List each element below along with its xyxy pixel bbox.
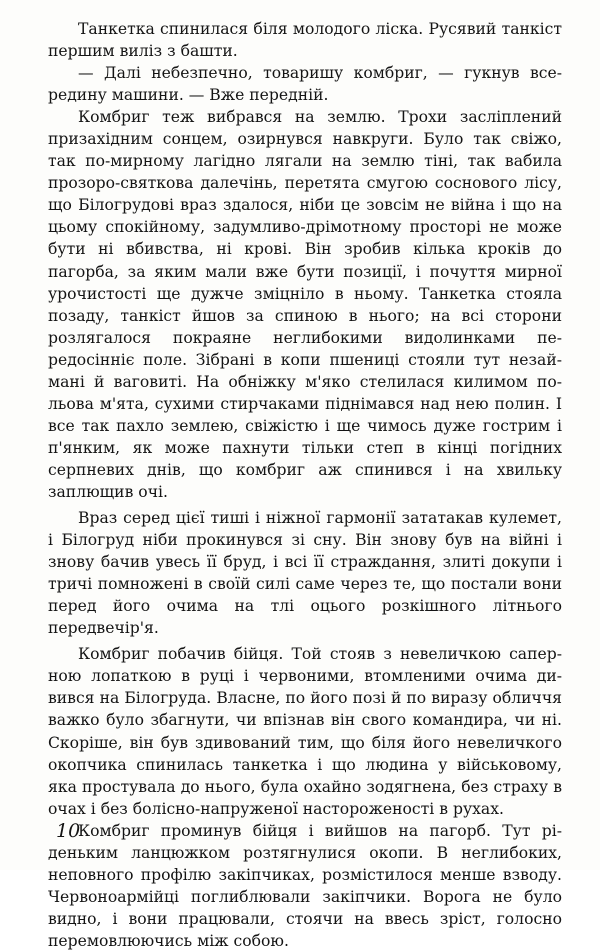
paragraph-2: — Далі небезпечно, товаришу комбриг, — гукнув всередину машини. — Вже передній. bbox=[48, 64, 562, 105]
paragraph-5: Комбриг побачив бійця. Той стояв з невеличкою саперною лопаткою в руці і червоними, втомленими очима дивився на Білогруда. Власне, по його позі й по виразу обличчя важко було збагнути, чи впізнав він свого командира, чи ні. Скоріше, він був здивований тим, що біля його невеличкого окопчика спинилась танкетка і що людина у військовому, яка простувала до нього, була охайно зодягнена, без страху в очах і без болісно-напруженої настороженості в рухах. bbox=[48, 645, 562, 818]
paragraph-1: Танкетка спинилася біля молодого ліска. Русявий танкіст першим виліз з башти. bbox=[48, 20, 562, 61]
page-number: 10 bbox=[56, 820, 81, 842]
body-text bbox=[48, 18, 562, 952]
paragraph-3: Комбриг теж вибрався на землю. Трохи засліплений призахідним сонцем, озирнувся навкруги. Було так свіжо, так по-мирному лагідно лягали на землю тіні, так вабила прозоро-святкова далечінь, перетята смугою соснового лісу, що Білогрудові враз здалося, ніби це зовсім не війна і що на цьому спокійному, задумливо-дрімотному просторі не може бути ні вбивства, ні крові. Він зробив кілька кроків до пагорба, за яким мали вже бути позиції, і почуття мирної урочистості ще дужче зміцніло в ньому. Танкетка стояла позаду, танкіст йшов за спиною в нього; на всі сторони розлягалося покраяне неглибокими видолинками передосінніє поле. Зібрані в копи пшениці стояли тут незаймані й ваговиті. На обніжку м'яко стелилася килимом польова м'ята, сухими стирчаками піднімався над нею полин. І все так пахло землею, свіжістю і ще чимось дуже гострим і п'янким, як може пахнути тільки степ в кінці погідних серпневих днів, що комбриг аж спинився і на хвильку заплющив очі. bbox=[48, 108, 562, 501]
paragraph-6: Комбриг проминув бійця і вийшов на пагорб. Тут ріденьким ланцюжком розтягнулися окопи. В неглибоких, неповного профілю закіпчиках, розмістилося менше взводу. Червоноармійці поглиблювали закіпчики. Ворога не було видно, і вони працювали, стоячи на ввесь зріст, голосно перемовлюючись між собою. bbox=[48, 821, 562, 950]
paragraph-4: Враз серед цієї тиші і ніжної гармонії зататакав кулемет, і Білогруд ніби прокинувся зі сну. Він знову був на війні і знову бачив увесь її бруд, і всі її страждання, злиті докупи і тричі помножені в своїй силі саме через те, що постали вони перед його очима на тлі оцього розкішного літнього передвечір'я. bbox=[48, 509, 562, 638]
